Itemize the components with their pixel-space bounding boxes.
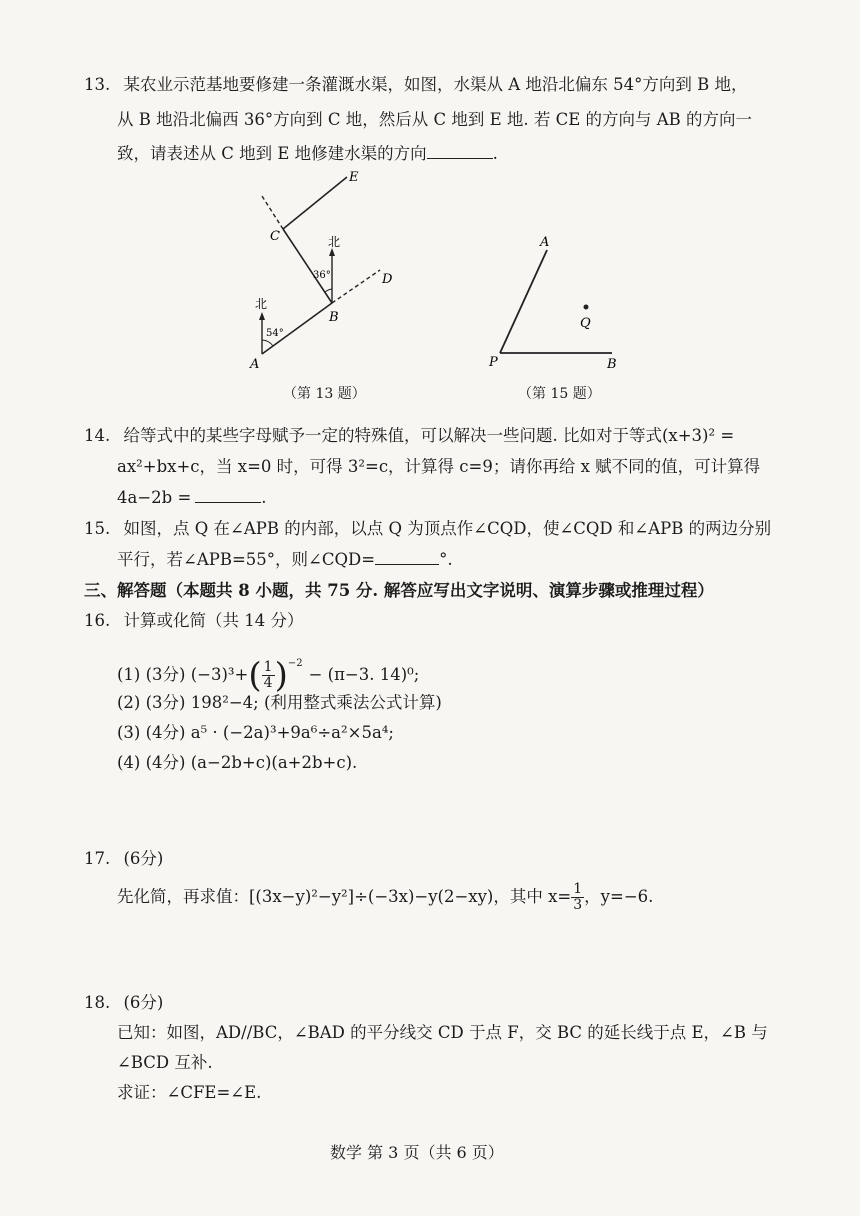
ray-pa (500, 250, 547, 353)
q13-line3 (117, 143, 498, 165)
label-b15: B (607, 357, 617, 372)
q18-number: 18. (84, 993, 111, 1012)
q16-part3: (3) (4分) a⁵ · (−2a)³+9a⁶÷a²×5a⁴; (117, 723, 394, 742)
q14-line2: ax²+bx+c，当 x=0 时，可得 3²=c，计算得 c=9；请你再给 x 赋不同的值，可计算得 (117, 457, 761, 476)
figure-13 (240, 168, 410, 376)
q17-text-suffix: ，y=−6. (584, 887, 654, 906)
extension-cb (262, 196, 283, 229)
q16-number: 16. (84, 611, 111, 630)
label-c: C (270, 229, 280, 244)
q17-fraction (571, 882, 584, 913)
label-north-a: 北 (255, 297, 268, 311)
fig15-caption: （第 15 题） (518, 386, 601, 402)
q18-score: (6分) (123, 993, 164, 1012)
label-e: E (349, 170, 359, 185)
q13-answer-blank[interactable] (427, 157, 493, 159)
segment-ce (283, 177, 347, 229)
q17-frac-den: 3 (573, 897, 583, 913)
q17-header (84, 848, 163, 870)
label-angle-54: 54° (266, 328, 284, 339)
q16-p1-fraction (262, 660, 275, 691)
section-3-heading: 三、解答题（本题共 8 小题，共 75 分. 解答应写出文字说明、演算步骤或推理过程） (84, 581, 714, 600)
q14-period: . (261, 488, 267, 507)
q15-line2 (117, 549, 453, 571)
label-b: B (329, 310, 339, 325)
q16-title: 计算或化简（共 14 分） (123, 611, 304, 630)
q16-title-line (84, 610, 304, 632)
q13-text-3: 致，请表述从 C 地到 E 地修建水渠的方向 (117, 144, 427, 163)
label-north-b: 北 (328, 235, 341, 249)
q18-line1: 已知：如图，AD//BC，∠BAD 的平分线交 CD 于点 F，交 BC 的延长线于点 E，∠B 与 (117, 1023, 768, 1042)
label-d: D (382, 272, 393, 287)
q15-number: 15. (84, 519, 111, 538)
q16-part1 (117, 647, 420, 696)
q15-answer-blank[interactable] (375, 563, 439, 565)
q13-period: . (492, 144, 498, 163)
figure-15 (482, 230, 632, 375)
q14-line1 (84, 425, 734, 447)
q15-degree: °. (439, 550, 453, 569)
q16-p1-frac-den: 4 (263, 675, 273, 691)
q14-answer-blank[interactable] (195, 501, 261, 503)
north-arrow-a-head (259, 312, 265, 320)
q16-part2: (2) (3分) 198²−4; (利用整式乘法公式计算) (117, 693, 442, 712)
paren-open: ( (248, 655, 262, 696)
q13-line1 (84, 74, 748, 96)
q16-p1-frac-num: 1 (263, 659, 273, 675)
q18-line2: ∠BCD 互补. (117, 1053, 213, 1072)
q15-text-1: 如图，点 Q 在∠APB 的内部，以点 Q 为顶点作∠CQD，使∠CQD 和∠APB 的两边分别 (123, 519, 772, 538)
q18-header (84, 992, 163, 1014)
fig13-caption: （第 13 题） (283, 386, 366, 402)
q16-p1-exponent: −2 (287, 658, 303, 669)
q13-number: 13. (84, 75, 111, 94)
angle-arc-36 (325, 289, 332, 292)
q14-line3 (117, 487, 267, 509)
q13-line2: 从 B 地沿北偏西 36°方向到 C 地，然后从 C 地到 E 地. 若 CE 的方向与 AB 的方向一 (117, 110, 753, 129)
q14-number: 14. (84, 426, 111, 445)
label-angle-36: 36° (313, 270, 331, 281)
point-q (584, 305, 589, 310)
q17-number: 17. (84, 849, 111, 868)
q18-line3: 求证：∠CFE=∠E. (117, 1083, 262, 1102)
q17-frac-num: 1 (573, 881, 583, 897)
q16-p1-suffix: − (π−3. 14)⁰; (308, 665, 420, 684)
extension-bd (332, 270, 380, 303)
q13-text-1: 某农业示范基地要修建一条灌溉水渠，如图，水渠从 A 地沿北偏东 54°方向到 B 地， (123, 75, 748, 94)
q15-text-2: 平行，若∠APB=55°，则∠CQD= (117, 550, 376, 569)
label-a: A (250, 357, 260, 372)
q17-text-prefix: 先化简，再求值：[(3x−y)²−y²]÷(−3x)−y(2−xy)，其中 x= (117, 887, 572, 906)
segment-bc (283, 229, 332, 303)
label-q: Q (580, 316, 591, 331)
q16-p1-prefix: (1) (3分) (−3)³+ (117, 665, 249, 684)
label-p: P (489, 355, 498, 370)
north-arrow-b-head (329, 248, 335, 256)
q17-score: (6分) (123, 849, 164, 868)
q17-text (117, 880, 653, 914)
paren-close: ) (274, 655, 288, 696)
label-a15: A (540, 235, 550, 250)
angle-arc-54 (262, 340, 273, 346)
q15-line1 (84, 518, 771, 540)
q14-text-1: 给等式中的某些字母赋予一定的特殊值，可以解决一些问题. 比如对于等式(x+3)² = (123, 426, 735, 445)
page-footer: 数学 第 3 页（共 6 页） (330, 1143, 504, 1162)
q16-part4: (4) (4分) (a−2b+c)(a+2b+c). (117, 753, 358, 772)
q14-text-3: 4a−2b = (117, 488, 192, 507)
